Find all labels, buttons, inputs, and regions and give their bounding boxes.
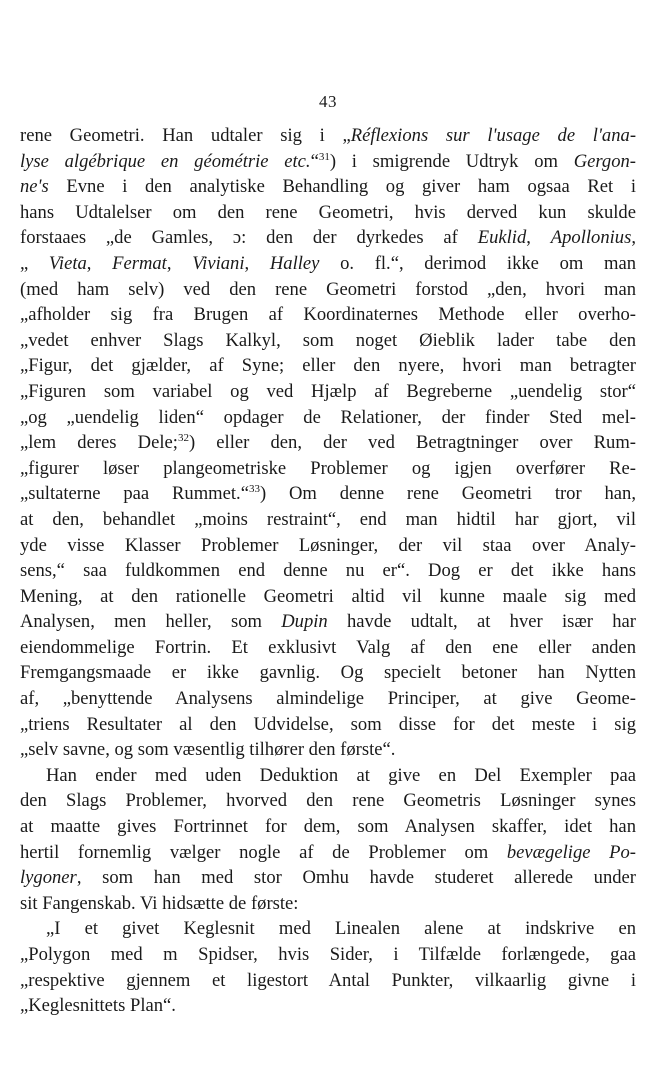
italic-text: Vieta xyxy=(48,252,87,274)
text-line xyxy=(20,916,636,942)
text-span: „I et givet Keglesnit med Linealen alene at indskrive en xyxy=(46,918,636,940)
text-line xyxy=(20,277,636,303)
paragraph xyxy=(20,763,636,917)
text-span: hans Udtalelser om den rene Geometri, hvis derved kun skulde xyxy=(20,201,636,223)
text-span: den Slags Problemer, hvorved den rene Geometris Løsninger synes xyxy=(20,790,636,812)
text-span: „Figuren som variabel og ved Hjælp af Begreberne „uendelig stor“ xyxy=(20,380,636,402)
text-line xyxy=(20,225,636,251)
text-line xyxy=(20,123,636,149)
text-line xyxy=(20,149,636,175)
italic-text: Viviani xyxy=(192,252,245,274)
text-span: „Figur, det gjælder, af Syne; eller den nyere, hvori man betragter xyxy=(20,355,636,377)
text-line xyxy=(20,686,636,712)
text-span: „vedet enhver Slags Kalkyl, som noget Øieblik lader tabe den xyxy=(20,329,636,351)
paragraph xyxy=(20,916,636,1018)
text-line xyxy=(20,865,636,891)
text-line xyxy=(20,814,636,840)
text-span: „figurer løser plangeometriske Problemer og igjen overfører Re- xyxy=(20,457,636,479)
text-line xyxy=(20,840,636,866)
text-span: Fremgangsmaade er ikke gavnlig. Og specielt betoner han Nytten xyxy=(20,662,636,684)
text-span: af, „benyttende Analysens almindelige Principer, at give Geome- xyxy=(20,688,636,710)
text-span: ) Om denne rene Geometri tror han, xyxy=(259,483,636,505)
text-span: sens,“ saa fuldkommen end denne nu er“. Dog er det ikke hans xyxy=(20,560,636,582)
text-line xyxy=(20,430,636,456)
text-line xyxy=(20,174,636,200)
text-span: „Polygon med m Spidser, hvis Sider, i Tilfælde forlængede, gaa xyxy=(20,944,636,965)
text-span: “ xyxy=(310,150,319,172)
text-line xyxy=(20,737,636,763)
footnote-ref: 31 xyxy=(318,150,330,163)
italic-text: Gergon- xyxy=(573,150,636,172)
text-line xyxy=(20,942,636,968)
text-span: „triens Resultater al den Udvidelse, som disse for det meste i sig xyxy=(20,713,636,735)
text-span: Mening, at den rationelle Geometri altid vil kunne maale sig med xyxy=(20,585,636,607)
text-span: „respektive gjennem et ligestort Antal Punkter, vilkaarlig givne i xyxy=(20,969,636,991)
text-span: at den, behandlet „moins restraint“, end man hidtil har gjort, vil xyxy=(20,508,636,530)
text-line xyxy=(20,533,636,559)
text-span: Analysen, men heller, som xyxy=(20,611,282,633)
text-line xyxy=(20,481,636,507)
italic-text: Réflexions sur l'usage de l'ana- xyxy=(350,125,637,146)
text-span: rene Geometri. Han udtaler sig i „ xyxy=(20,125,351,146)
text-line xyxy=(20,788,636,814)
italic-text: Euklid xyxy=(477,227,527,249)
text-span: forstaaes „de Gamles, ɔ: den der dyrkedes af xyxy=(20,227,478,249)
text-span: yde visse Klasser Problemer Løsninger, der vil staa over Analy- xyxy=(20,534,636,556)
text-span: , xyxy=(166,252,193,274)
text-line xyxy=(20,609,636,635)
page-number: 43 xyxy=(319,92,337,111)
body-text xyxy=(20,123,636,1019)
italic-text: Fermat xyxy=(112,252,167,274)
text-span: „og „uendelig liden“ opdager de Relationer, der finder Sted mel- xyxy=(20,406,636,428)
paragraph xyxy=(20,123,636,763)
text-span: sit Fangenskab. Vi hidsætte de første: xyxy=(20,892,299,914)
footnote-ref: 32 xyxy=(177,431,189,444)
text-span: havde udtalt, at hver især har xyxy=(327,611,636,633)
text-span: „sultaterne paa Rummet.“ xyxy=(20,483,249,505)
text-line xyxy=(20,558,636,584)
text-span: o. fl.“, derimod ikke om man xyxy=(319,252,637,274)
text-span: „Keglesnittets Plan“. xyxy=(20,995,176,1017)
italic-text: bevægelige Po- xyxy=(506,841,636,863)
text-line xyxy=(20,660,636,686)
italic-text: Dupin xyxy=(281,611,328,633)
text-line xyxy=(20,200,636,226)
text-span: „ xyxy=(20,252,49,274)
text-line xyxy=(20,635,636,661)
footnote-ref: 33 xyxy=(248,483,260,496)
text-line xyxy=(20,353,636,379)
text-line xyxy=(20,302,636,328)
text-span: ) i smigrende Udtryk om xyxy=(329,150,574,172)
text-span: eiendommelige Fortrin. Et exklusivt Valg af den ene eller anden xyxy=(20,636,636,658)
text-span: Evne i den analytiske Behandling og giver ham ogsaa Ret i xyxy=(48,176,636,198)
italic-text: lyse algébrique en géométrie etc. xyxy=(20,150,311,172)
text-line xyxy=(20,712,636,738)
text-line xyxy=(20,891,636,917)
text-span: , xyxy=(244,252,270,274)
italic-text: Apollonius xyxy=(550,227,632,249)
text-line xyxy=(20,379,636,405)
text-span: , xyxy=(86,252,113,274)
text-span: , som han med stor Omhu havde studeret allerede under xyxy=(76,867,636,889)
text-line xyxy=(20,584,636,610)
italic-text: ne's xyxy=(20,176,49,198)
text-span: , xyxy=(526,227,551,249)
text-line xyxy=(20,968,636,994)
text-span: , xyxy=(631,227,636,249)
text-span: „selv savne, og som væsentlig tilhører den første“. xyxy=(20,739,396,761)
italic-text: Halley xyxy=(269,252,320,274)
text-span: ) eller den, der ved Betragtninger over Rum- xyxy=(188,432,636,454)
text-line xyxy=(20,456,636,482)
text-line xyxy=(20,507,636,533)
italic-text: lygoner xyxy=(20,867,77,889)
text-line xyxy=(20,405,636,431)
text-line xyxy=(20,328,636,354)
text-line xyxy=(20,251,636,277)
text-span: „afholder sig fra Brugen af Koordinaternes Methode eller overho- xyxy=(20,304,636,326)
text-span: hertil fornemlig vælger nogle af de Problemer om xyxy=(20,841,507,863)
text-line xyxy=(20,993,636,1019)
text-span: at maatte gives Fortrinnet for dem, som Analysen skaffer, idet han xyxy=(20,816,636,838)
text-span: (med ham selv) ved den rene Geometri forstod „den, hvori man xyxy=(20,278,636,300)
text-span: „lem deres Dele; xyxy=(20,432,178,454)
text-line xyxy=(20,763,636,789)
text-span: Han ender med uden Deduktion at give en Del Exempler paa xyxy=(46,764,636,786)
